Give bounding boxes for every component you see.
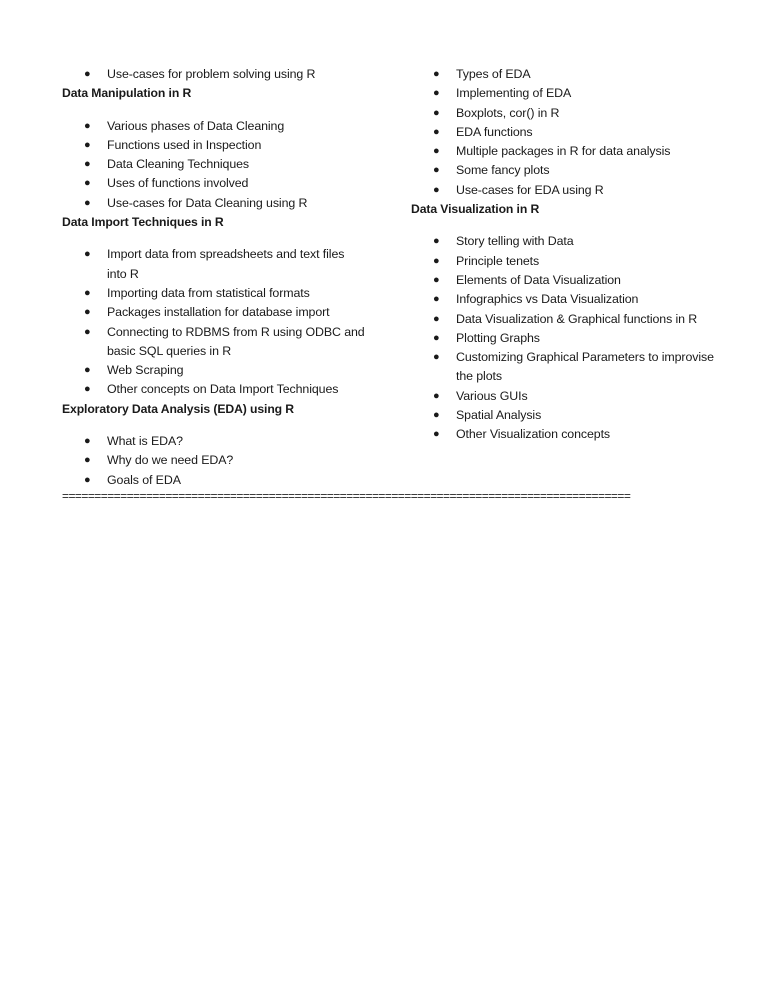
list-item: [411, 161, 741, 180]
list-item-text: Why do we need EDA?: [107, 453, 234, 468]
bullet-icon: ●: [433, 164, 440, 177]
left-column: [62, 65, 392, 490]
list-item-text: Types of EDA: [456, 67, 531, 81]
list-item: [411, 406, 741, 425]
bullet-icon: ●: [433, 351, 440, 364]
section-heading-data-visualization: Data Visualization in R: [411, 202, 540, 217]
list-item: [411, 181, 741, 200]
list-item: [62, 323, 369, 362]
bullet-icon: ●: [84, 138, 91, 151]
list-item-text: Import data from spreadsheets and text files into R: [107, 247, 345, 281]
list-item: [411, 348, 718, 387]
bullet-icon: ●: [433, 145, 440, 158]
list-item-text: Multiple packages in R for data analysis: [456, 144, 671, 159]
bullet-icon: ●: [84, 364, 91, 377]
list-item-text: Data Visualization & Graphical functions in R: [456, 311, 698, 326]
list-item: [62, 245, 362, 284]
list-item-text: Goals of EDA: [107, 472, 181, 487]
eda-continued-list: [411, 65, 741, 200]
list-item: [411, 425, 741, 444]
list-item: [62, 174, 392, 193]
bullet-icon: ●: [433, 389, 440, 402]
bullet-icon: ●: [433, 254, 440, 267]
bullet-icon: ●: [84, 435, 91, 448]
bullet-icon: ●: [433, 183, 440, 196]
list-item: [62, 194, 392, 213]
list-item: [62, 155, 392, 174]
list-item: [62, 303, 392, 322]
list-item-text: Various GUIs: [456, 388, 528, 403]
list-item-text: Various phases of Data Cleaning: [107, 118, 285, 133]
bullet-icon: ●: [433, 106, 440, 119]
eda-list: [62, 432, 392, 490]
list-item: [411, 290, 741, 309]
list-item-text: Data Cleaning Techniques: [107, 157, 250, 172]
bullet-icon: ●: [433, 87, 440, 100]
list-item: [62, 284, 392, 303]
list-item: [411, 104, 741, 123]
right-column: [411, 65, 741, 445]
list-item-text: Customizing Graphical Parameters to improvise the plots: [456, 350, 714, 384]
bullet-icon: ●: [433, 273, 440, 286]
list-item-text: Infographics vs Data Visualization: [456, 292, 639, 307]
list-item: [62, 117, 392, 136]
list-item: [411, 232, 741, 251]
bullet-icon: ●: [84, 383, 91, 396]
list-item-text: Implementing of EDA: [456, 86, 572, 101]
data-visualization-list: [411, 232, 741, 444]
bullet-icon: ●: [433, 312, 440, 325]
list-item-text: Boxplots, cor() in R: [456, 105, 560, 120]
list-item-text: Use-cases for EDA using R: [456, 182, 604, 197]
list-item-text: EDA functions: [456, 124, 533, 139]
list-item: [411, 65, 741, 84]
bullet-icon: ●: [433, 125, 440, 138]
list-item-text: Web Scraping: [107, 363, 184, 378]
list-item: [62, 136, 392, 155]
list-item-text: Story telling with Data: [456, 234, 574, 249]
bullet-icon: ●: [84, 454, 91, 467]
list-item: [411, 329, 741, 348]
list-item: [411, 252, 741, 271]
bullet-icon: ●: [84, 196, 91, 209]
list-item: [62, 380, 392, 399]
list-item: [62, 451, 392, 470]
bullet-icon: ●: [84, 306, 91, 319]
list-item: [411, 387, 741, 406]
bullet-icon: ●: [84, 248, 91, 261]
list-item-text: Importing data from statistical formats: [107, 285, 310, 300]
section-separator: ========================================================================================: [62, 489, 631, 503]
section-heading-data-manipulation: Data Manipulation in R: [62, 86, 192, 101]
list-item-text: Use-cases for Data Cleaning using R: [107, 195, 308, 210]
list-item-text: Other Visualization concepts: [456, 427, 611, 442]
bullet-icon: ●: [433, 331, 440, 344]
data-manipulation-list: [62, 117, 392, 213]
list-item-text: Functions used in Inspection: [107, 137, 262, 152]
bullet-icon: ●: [433, 68, 440, 80]
bullet-icon: ●: [433, 235, 440, 248]
bullet-icon: ●: [84, 177, 91, 190]
section-heading-eda: Exploratory Data Analysis (EDA) using R: [62, 401, 295, 416]
bullet-icon: ●: [84, 158, 91, 171]
list-item: [411, 123, 741, 142]
list-item-text: Packages installation for database import: [107, 305, 330, 320]
list-item-text: Elements of Data Visualization: [456, 272, 621, 287]
list-item: [62, 361, 392, 380]
bullet-icon: ●: [84, 473, 91, 486]
bullet-icon: ●: [84, 286, 91, 299]
list-item: [411, 84, 741, 103]
list-item-text: What is EDA?: [107, 434, 183, 449]
list-item-text: Some fancy plots: [456, 163, 550, 178]
data-import-list: [62, 245, 392, 399]
list-item: [411, 310, 741, 329]
section-heading-data-import: Data Import Techniques in R: [62, 215, 224, 230]
bullet-icon: ●: [84, 68, 91, 80]
list-item: [62, 471, 392, 490]
list-item-text: Connecting to RDBMS from R using ODBC and basic SQL queries in R: [107, 324, 365, 358]
list-item: [62, 432, 392, 451]
list-item-text: Use-cases for problem solving using R: [107, 67, 316, 81]
list-item-text: Spatial Analysis: [456, 408, 542, 423]
bullet-icon: ●: [84, 119, 91, 132]
bullet-icon: ●: [433, 409, 440, 422]
intro-list-left: [62, 65, 392, 84]
list-item: [411, 142, 741, 161]
bullet-icon: ●: [433, 293, 440, 306]
bullet-icon: ●: [84, 325, 91, 338]
list-item: [411, 271, 741, 290]
list-item-text: Uses of functions involved: [107, 176, 249, 191]
list-item-text: Principle tenets: [456, 253, 540, 268]
list-item-text: Plotting Graphs: [456, 330, 540, 345]
list-item: [62, 65, 392, 84]
list-item-text: Other concepts on Data Import Techniques: [107, 382, 339, 397]
bullet-icon: ●: [433, 428, 440, 441]
